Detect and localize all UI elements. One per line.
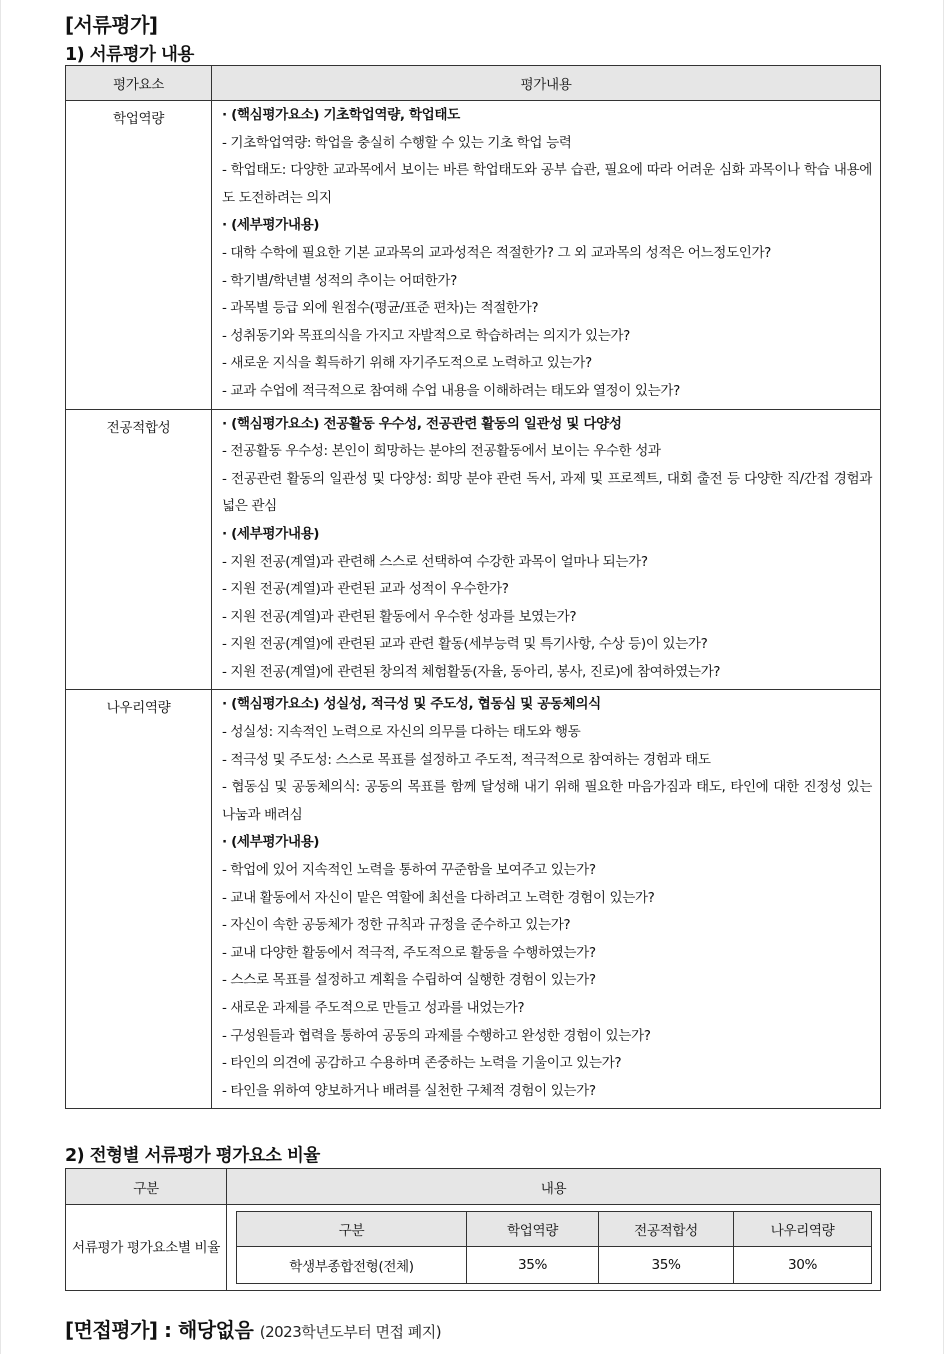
inner-header-cell: 전공적합성 (599, 1212, 734, 1247)
inner-header-row (237, 1212, 872, 1247)
content-line: - 스스로 목표를 설정하고 계획을 수립하여 실행한 경험이 있는가? (222, 972, 596, 989)
content-subheading: · (핵심평가요소) 기초학업역량, 학업태도 (222, 107, 460, 123)
header-cell: 구분 (66, 1169, 227, 1205)
content-line: - 교과 수업에 적극적으로 참여해 수업 내용을 이해하려는 태도와 열정이 있는가? (222, 382, 680, 399)
content-subheading: · (세부평가내용) (222, 525, 320, 542)
content-line: - 타인을 위하여 양보하거나 배려를 실천한 구체적 경험이 있는가? (222, 1082, 596, 1099)
section1-heading: 1) 서류평가 내용 (65, 45, 194, 65)
content-line: - 지원 전공(계열)과 관련된 교과 성적이 우수한가? (222, 581, 509, 598)
content-line: - 성실성: 지속적인 노력으로 자신의 의무를 다하는 태도와 행동 (222, 724, 581, 741)
category-cell: 학업역량 (66, 101, 212, 410)
content-line: - 과목별 등급 외에 원점수(평균/표준 편차)는 적절한가? (222, 300, 539, 317)
header-cell: 평가내용 (212, 66, 881, 101)
content-line: - 새로운 지식을 획득하기 위해 자기주도적으로 노력하고 있는가? (222, 355, 592, 372)
table-row (66, 690, 881, 1109)
content-line: - 학업에 있어 지속적인 노력을 통하여 꾸준함을 보여주고 있는가? (222, 862, 596, 879)
content-line: - 지원 전공(계열)에 관련된 교과 관련 활동(세부능력 및 특기사항, 수상 등)이 있는가? (222, 636, 708, 653)
section-title: [서류평가] (65, 13, 158, 37)
content-line: - 전공활동 우수성: 본인이 희망하는 분야의 전공활동에서 보이는 우수한 성과 (222, 443, 661, 460)
inner-cell: 35% (467, 1247, 599, 1284)
content-subheading: · (세부평가내용) (222, 217, 320, 234)
content-line: - 자신이 속한 공동체가 정한 규칙과 규정을 준수하고 있는가? (222, 917, 571, 934)
content-line: - 전공관련 활동의 일관성 및 다양성: 희망 분야 관련 독서, 과제 및 프로젝트, 대회 출전 등 다양한 직/간접 경험과 넓은 관심 (222, 470, 872, 515)
header-cell: 평가요소 (66, 66, 212, 101)
row-label: 서류평가 평가요소별 비율 (66, 1205, 227, 1291)
interview-evaluation (65, 1314, 441, 1343)
table-row (66, 409, 881, 690)
table-header-row (66, 66, 881, 101)
content-subheading: · (핵심평가요소) 성실성, 적극성 및 주도성, 협동심 및 공동체의식 (222, 696, 601, 713)
content-cell (212, 101, 881, 410)
table-header-row (66, 1169, 881, 1205)
category-cell: 전공적합성 (66, 409, 212, 690)
content-line: - 새로운 과제를 주도적으로 만들고 성과를 내었는가? (222, 1000, 525, 1016)
section2-heading: 2) 전형별 서류평가 평가요소 비율 (65, 1146, 320, 1166)
content-line: - 구성원들과 협력을 통하여 공동의 과제를 수행하고 완성한 경험이 있는가? (222, 1027, 651, 1044)
table-row (66, 101, 881, 410)
content-subheading: · (핵심평가요소) 전공활동 우수성, 전공관련 활동의 일관성 및 다양성 (222, 415, 622, 432)
interview-note: (2023학년도부터 면접 폐지) (259, 1323, 442, 1341)
inner-header-cell: 나우리역량 (734, 1212, 872, 1247)
content-line: - 지원 전공(계열)에 관련된 창의적 체험활동(자율, 동아리, 봉사, 진로)에 참여하였는가? (222, 663, 721, 680)
content-cell (212, 690, 881, 1109)
table-row (66, 1205, 881, 1291)
ratio-table (65, 1168, 881, 1291)
content-line: - 학업태도: 다양한 교과목에서 보이는 바른 학업태도와 공부 습관, 필요에 따라 어려운 심화 과목이나 학습 내용에도 도전하려는 의지 (222, 162, 872, 206)
content-line: - 성취동기와 목표의식을 가지고 자발적으로 학습하려는 의지가 있는가? (222, 327, 630, 344)
content-line: - 교내 다양한 활동에서 적극적, 주도적으로 활동을 수행하였는가? (222, 944, 596, 961)
inner-header-cell: 학업역량 (467, 1212, 599, 1247)
content-cell (212, 409, 881, 690)
content-subheading: · (세부평가내용) (222, 834, 320, 851)
category-cell: 나우리역량 (66, 690, 212, 1109)
inner-cell: 학생부종합전형(전체) (237, 1247, 467, 1284)
evaluation-content-table (65, 65, 881, 1109)
header-cell: 내용 (227, 1169, 881, 1205)
content-line: - 협동심 및 공동체의식: 공동의 목표를 함께 달성해 내기 위해 필요한 마음가짐과 태도, 타인에 대한 진정성 있는 나눔과 배려심 (222, 779, 872, 823)
inner-data-row (237, 1247, 872, 1284)
ratio-inner-table (236, 1211, 872, 1284)
inner-cell: 35% (599, 1247, 734, 1284)
inner-header-cell: 구분 (237, 1212, 467, 1247)
content-line: - 기초학업역량: 학업을 충실히 수행할 수 있는 기초 학업 능력 (222, 134, 572, 151)
inner-cell: 30% (734, 1247, 872, 1284)
content-line: - 지원 전공(계열)과 관련해 스스로 선택하여 수강한 과목이 얼마나 되는가? (222, 553, 648, 570)
ratio-cell (227, 1205, 881, 1291)
content-line: - 지원 전공(계열)과 관련된 활동에서 우수한 성과를 보였는가? (222, 608, 577, 625)
interview-title: [면접평가] : 해당없음 (65, 1318, 254, 1342)
content-line: - 대학 수학에 필요한 기본 교과목의 교과성적은 적절한가? 그 외 교과목의 성적은 어느정도인가? (222, 244, 771, 261)
content-line: - 교내 활동에서 자신이 맡은 역할에 최선을 다하려고 노력한 경험이 있는가? (222, 889, 655, 906)
content-line: - 타인의 의견에 공감하고 수용하며 존중하는 노력을 기울이고 있는가? (222, 1055, 622, 1072)
content-line: - 학기별/학년별 성적의 추이는 어떠한가? (222, 272, 457, 289)
content-line: - 적극성 및 주도성: 스스로 목표를 설정하고 주도적, 적극적으로 참여하는 경험과 태도 (222, 751, 711, 768)
